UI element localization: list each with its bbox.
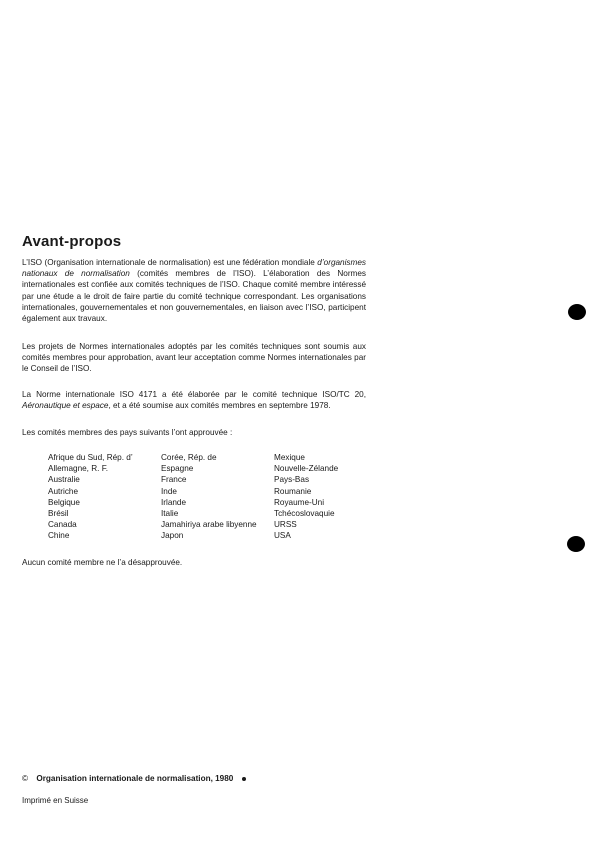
country-item: Japon: [161, 531, 184, 541]
country-item: Chine: [48, 531, 70, 541]
country-item: Mexique: [274, 453, 305, 462]
text-run: Aucun comité membre ne l’a désapprouvée.: [22, 558, 183, 567]
disapproval-paragraph: [22, 557, 366, 568]
country-item: Afrique du Sud, Rép. d’: [48, 453, 133, 462]
country-item: Irlande: [161, 497, 187, 507]
country-item: Tchécoslovaquie: [274, 509, 335, 519]
country-item: Jamahiriya arabe libyenne: [161, 520, 257, 530]
footer: [22, 774, 246, 783]
country-item: Pays-Bas: [274, 475, 310, 485]
countries-list: [48, 452, 394, 542]
country-item: Corée, Rép. de: [161, 453, 217, 462]
punch-hole-icon: [567, 536, 585, 552]
countries-column: [274, 452, 394, 542]
country-item: Autriche: [48, 486, 79, 496]
country-item: URSS: [274, 520, 297, 530]
text-run: La Norme internationale ISO 4171 a été élaborée par le comité technique ISO/TC 20,: [22, 390, 366, 399]
countries-intro-paragraph: [22, 427, 366, 438]
punch-hole-icon: [568, 304, 586, 320]
country-item: Nouvelle-Zélande: [274, 464, 339, 474]
countries-column: [48, 452, 161, 542]
country-item: Italie: [161, 509, 179, 519]
text-run: d’organismes nationaux de normalisation: [22, 258, 366, 279]
countries-column: [161, 452, 274, 542]
country-item: Belgique: [48, 497, 80, 507]
text-run: (comités membres de l’ISO). L’élaboration des Normes internationales est confiée aux comités techniques de l’ISO. Chaque comité membre intéressé par une étude a le droit de faire partie du comité technique correspondant. Les organisations internationales, gouvernementales et non gouvernementales, en liaison avec l’ISO, participent également aux travaux.: [22, 269, 367, 324]
copyright-symbol: ©: [22, 774, 29, 783]
printed-in: Imprimé en Suisse: [22, 796, 89, 805]
text-run: Les comités membres des pays suivants l’ont approuvée :: [22, 428, 233, 437]
text-run: Les projets de Normes internationales adoptés par les comités techniques sont soumis aux comités membres pour approbation, avant leur acceptation comme Normes internationales par le Conseil de l’ISO.: [22, 342, 366, 374]
country-item: USA: [274, 531, 291, 541]
text-run: L’ISO (Organisation internationale de normalisation) est une fédération mondiale: [22, 258, 318, 267]
country-item: Canada: [48, 520, 77, 530]
country-item: Australie: [48, 475, 80, 485]
intro-paragraph: [22, 257, 366, 324]
country-item: Brésil: [48, 509, 69, 519]
country-item: Royaume-Uni: [274, 497, 325, 507]
copyright-organisation: Organisation internationale de normalisation, 1980: [36, 774, 234, 783]
country-item: Roumanie: [274, 486, 312, 496]
text-run: , et a été soumise aux comités membres en septembre 1978.: [108, 401, 331, 411]
bullet-dot-icon: [242, 777, 246, 781]
page-title: Avant-propos: [22, 233, 122, 250]
standard-paragraph: [22, 389, 366, 411]
country-item: Allemagne, R. F.: [48, 464, 109, 474]
text-run: Aéronautique et espace: [22, 401, 109, 411]
country-item: France: [161, 475, 187, 485]
country-item: Espagne: [161, 464, 194, 474]
approval-paragraph: [22, 341, 366, 375]
country-item: Inde: [161, 486, 177, 496]
